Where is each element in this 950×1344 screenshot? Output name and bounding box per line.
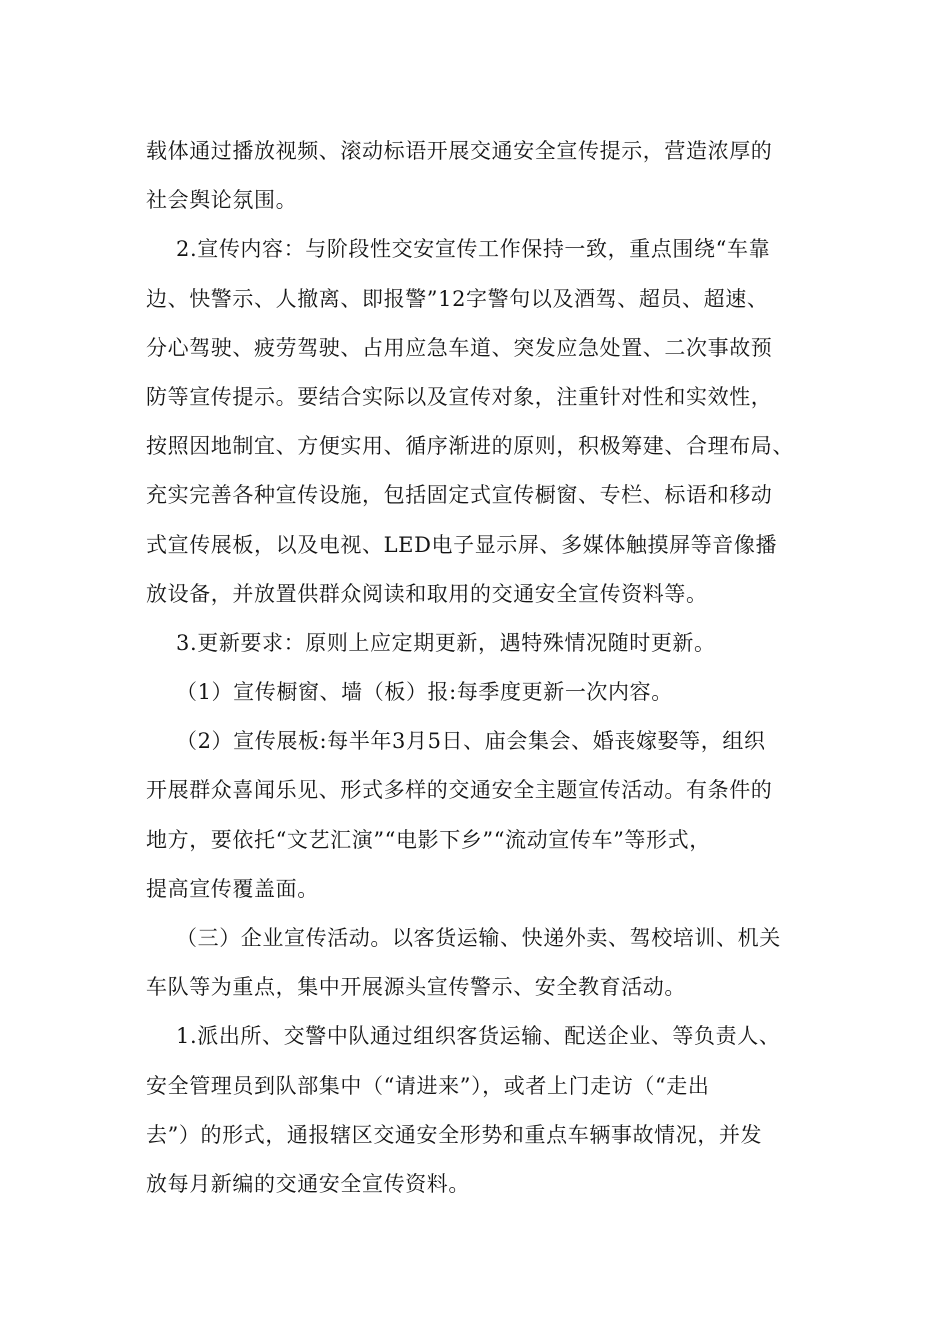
text-line: 充实完善各种宣传设施，包括固定式宣传橱窗、专栏、标语和移动 (146, 483, 773, 508)
text-line: （2）宣传展板:每半年3月5日、庙会集会、婚丧嫁娶等，组织 (176, 729, 766, 754)
document-body (146, 127, 808, 1209)
text-line: （三）企业宣传活动。以客货运输、快递外卖、驾校培训、机关 (176, 926, 781, 950)
text-line: 载体通过播放视频、滚动标语开展交通安全宣传提示，营造浓厚的 (146, 139, 773, 163)
text-line: 提高宣传覆盖面。 (146, 876, 319, 901)
text-line: 放设备，并放置供群众阅读和取用的交通安全宣传资料等。 (146, 581, 708, 606)
text-line: 放每月新编的交通安全宣传资料。 (146, 1171, 470, 1196)
text-line: 社会舆论氛围。 (146, 188, 298, 213)
text-line: 防等宣传提示。要结合实际以及宣传对象，注重针对性和实效性， (146, 384, 773, 409)
text-line: 开展群众喜闻乐见、形式多样的交通安全主题宣传活动。有条件的 (146, 778, 773, 803)
text-line: 边、快警示、人撤离、即报警”12字警句以及酒驾、超员、超速、 (146, 286, 769, 311)
text-line: 1.派出所、交警中队通过组织客货运输、配送企业、等负责人、 (176, 1024, 781, 1049)
text-line: 2.宣传内容：与阶段性交安宣传工作保持一致，重点围绕“车靠 (176, 237, 771, 262)
text-line: 3.更新要求：原则上应定期更新，遇特殊情况随时更新。 (176, 630, 716, 655)
text-line: 安全管理员到队部集中（“请进来”），或者上门走访（“走出 (146, 1073, 710, 1098)
text-line: 车队等为重点，集中开展源头宣传警示、安全教育活动。 (146, 975, 686, 1000)
text-line: 地方，要依托“文艺汇演”“电影下乡”“流动宣传车”等形式， (146, 827, 711, 852)
text-line: 去”）的形式，通报辖区交通安全形势和重点车辆事故情况，并发 (146, 1122, 763, 1147)
text-line: 分心驾驶、疲劳驾驶、占用应急车道、突发应急处置、二次事故预 (146, 335, 773, 360)
text-line: （1）宣传橱窗、墙（板）报:每季度更新一次内容。 (176, 680, 673, 705)
text-line: 式宣传展板，以及电视、LED电子显示屏、多媒体触摸屏等音像播 (146, 532, 778, 557)
text-line: 按照因地制宜、方便实用、循序渐进的原则，积极筹建、合理布局、 (146, 434, 794, 459)
